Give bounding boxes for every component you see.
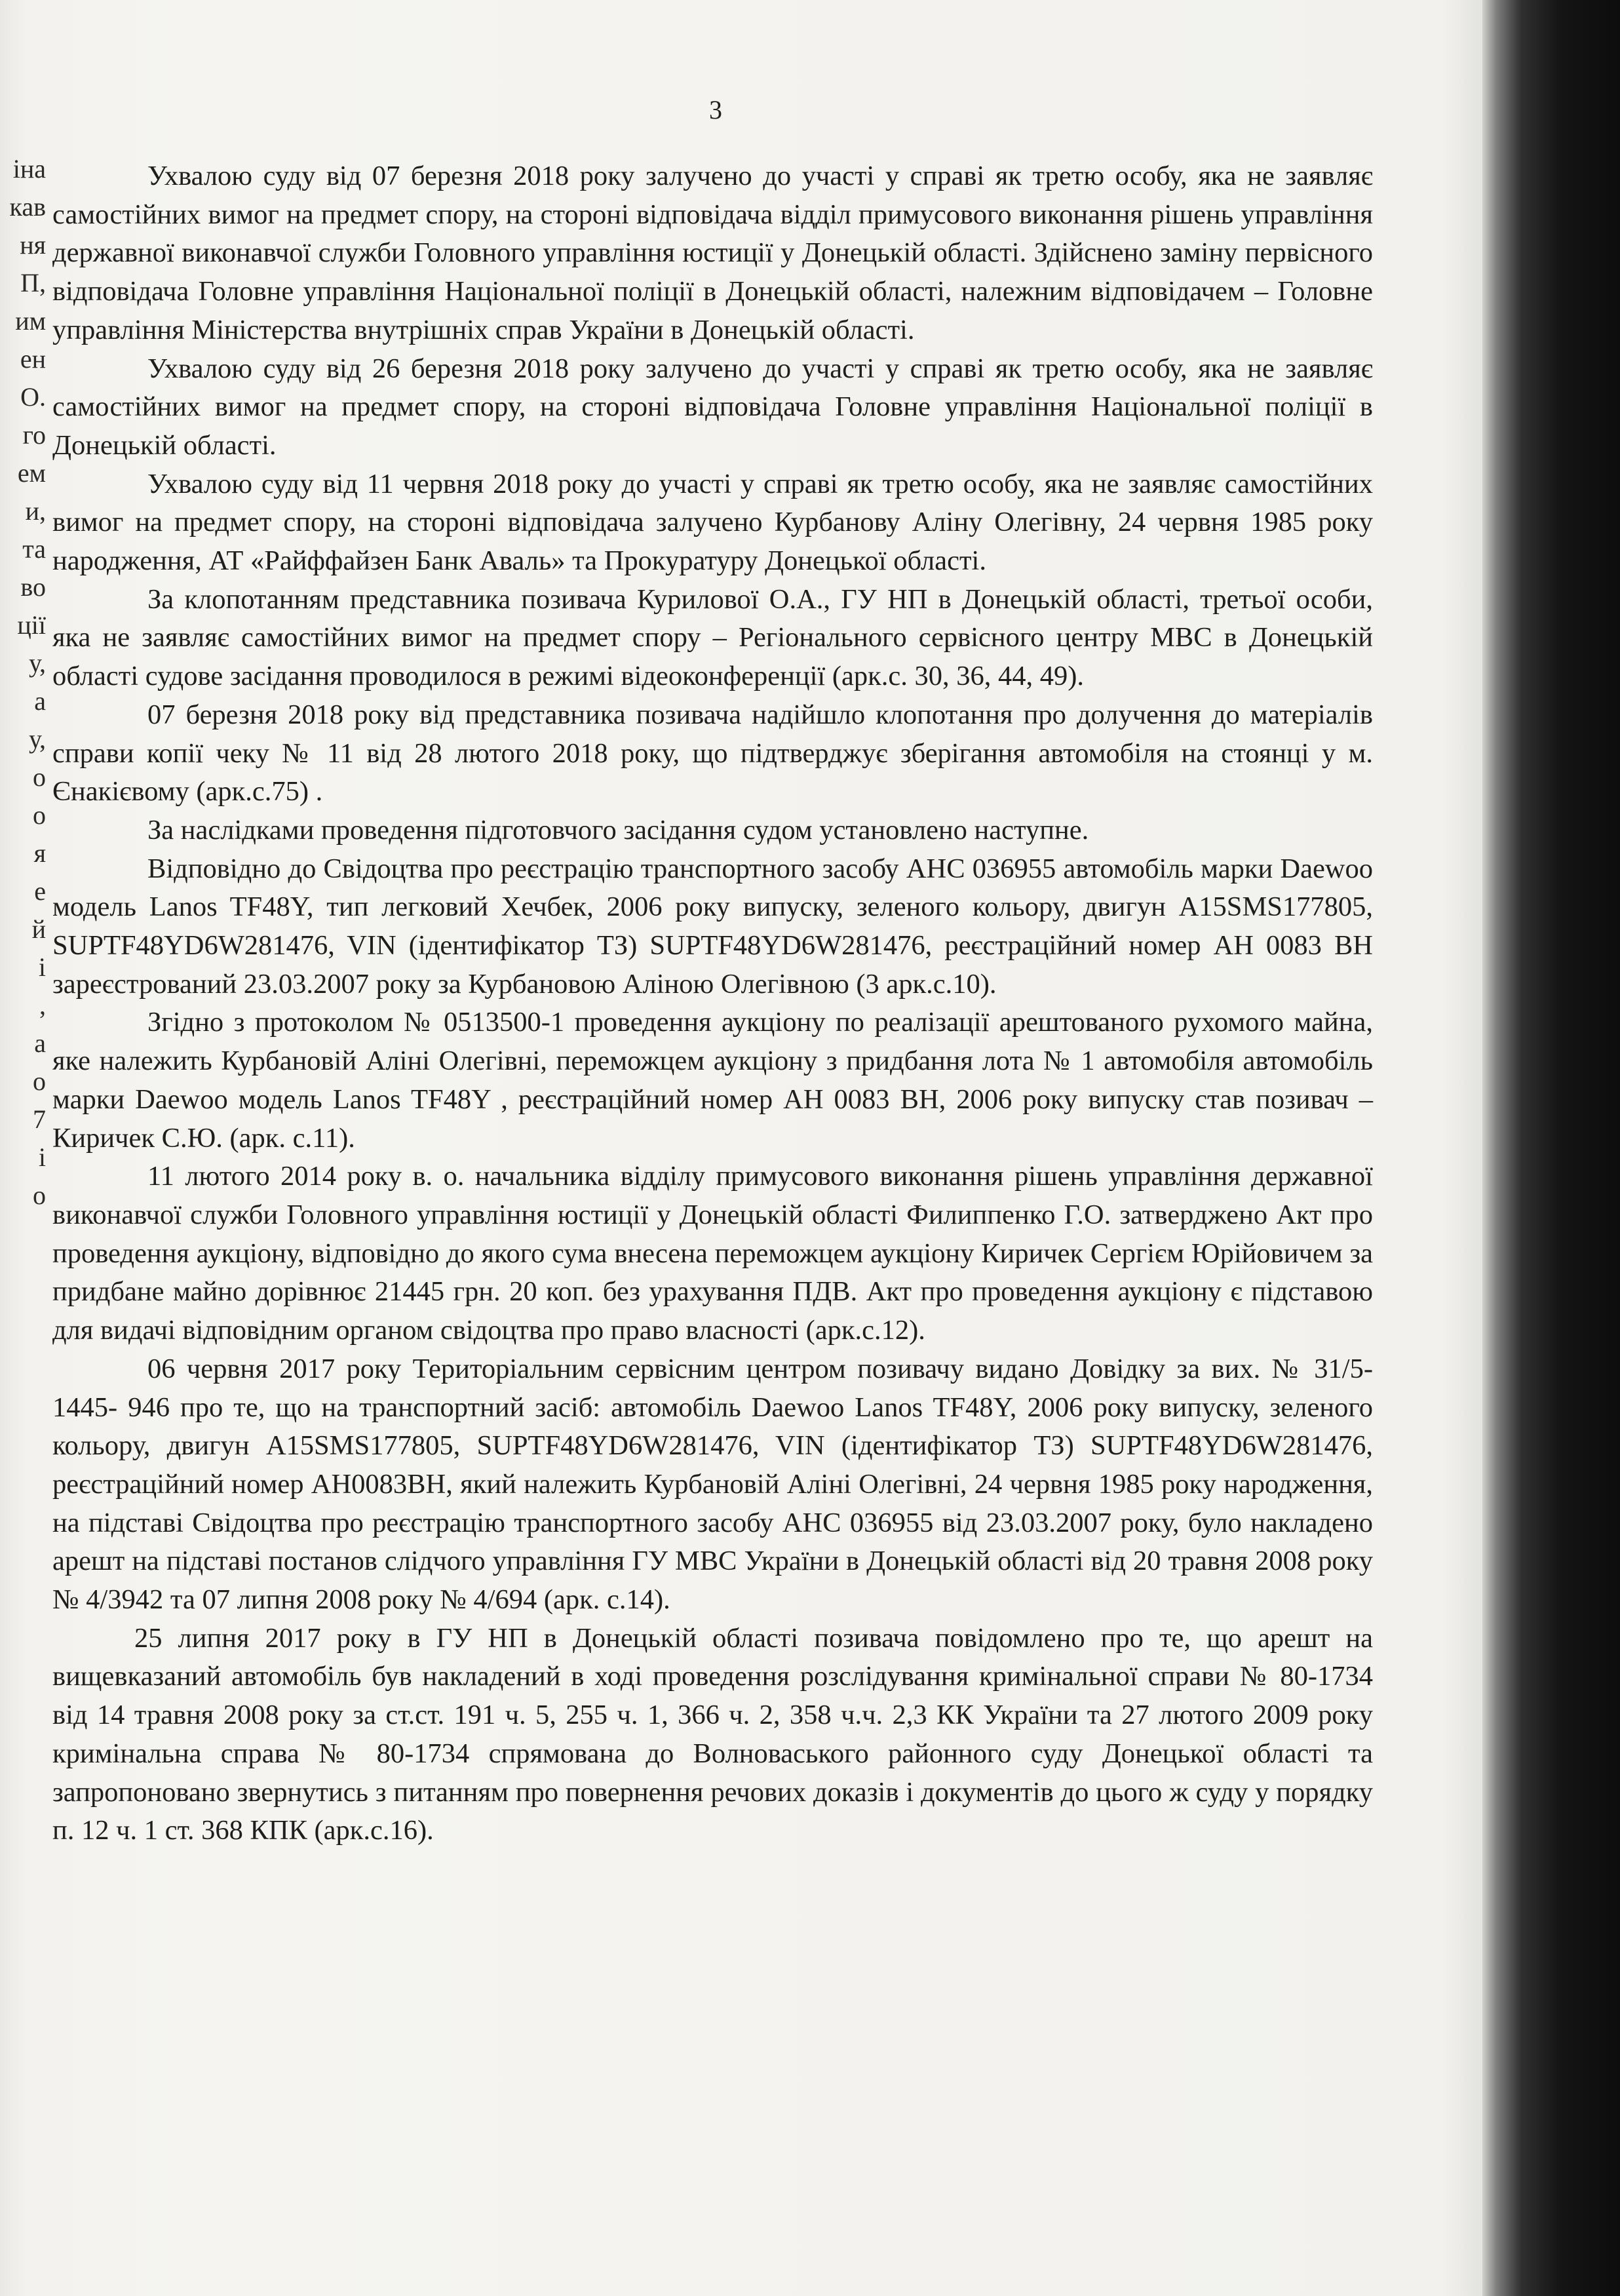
margin-fragment: О. bbox=[20, 382, 46, 412]
paragraph: 11 лютого 2014 року в. о. начальника відділу примусового виконання рішень управління державної виконавчої служби Головного управління юстиції у Донецькій області Филиппенко Г.О. затверджено Акт про проведення аукціону, відповідно до якого сума внесена переможцем аукціону Киричек Сергієм Юрійовичем за придбане майно дорівнює 21445 грн. 20 коп. без урахування ПДВ. Акт про проведення аукціону є підставою для видачі відповідним органом свідоцтва про право власності (арк.с.12). bbox=[52, 1161, 1373, 1346]
margin-fragment: я bbox=[33, 838, 46, 868]
margin-fragment: и, bbox=[25, 496, 46, 526]
margin-fragment: им bbox=[15, 306, 46, 336]
margin-fragment: кав bbox=[9, 192, 46, 222]
paragraph: Ухвалою суду від 07 березня 2018 року залучено до участі у справі як третю особу, яка не заявляє самостійних вимог на предмет спору, на стороні відповідача відділ примусового виконання рішень управління державної виконавчої служби Головного управління юстиції у Донецькій області. Здійснено заміну первісного відповідача Головне управління Національної поліції в Донецькій області, належним відповідачем – Головне управління Міністерства внутрішніх справ України в Донецькій області. bbox=[52, 161, 1373, 345]
paragraph: Ухвалою суду від 26 березня 2018 року залучено до участі у справі як третю особу, яка не заявляє самостійних вимог на предмет спору, на стороні відповідача Головне управління Національної поліції в Донецькій області. bbox=[52, 353, 1373, 461]
document-body bbox=[52, 157, 1373, 1850]
margin-fragment: 7 bbox=[33, 1104, 46, 1134]
margin-fragment: а bbox=[34, 686, 46, 716]
margin-fragment: у, bbox=[29, 648, 46, 678]
margin-fragment: о bbox=[33, 1066, 46, 1096]
page-number: 3 bbox=[709, 95, 722, 125]
paragraph: 07 березня 2018 року від представника позивача надійшло клопотання про долучення до матеріалів справи копії чеку № 11 від 28 лютого 2018 року, що підтверджує зберігання автомобіля на стоянці у м. Єнакієвому (арк.с.75) . bbox=[52, 699, 1373, 807]
paragraph: 06 червня 2017 року Територіальним сервісним центром позивачу видано Довідку за вих. № 31/5-1445- 946 про те, що на транспортний засіб: автомобіль Daewoo Lanos TF48Y, 2006 року випуску, зеленого кольору, двигун A15SMS177805, SUPTF48YD6W281476, VIN (ідентифікатор ТЗ) SUPTF48YD6W281476, реєстраційний номер АН0083ВН, який належить Курбановій Аліні Олегівні, 24 червня 1985 року народження, на підставі Свідоцтва про реєстрацію транспортного засобу АНС 036955 від 23.03.2007 року, було накладено арешт на підставі постанов слідчого управління ГУ МВС України в Донецькій області від 20 травня 2008 року № 4/3942 та 07 липня 2008 року № 4/694 (арк. с.14). bbox=[52, 1353, 1373, 1616]
margin-fragment: во bbox=[20, 572, 46, 602]
scanner-dark-edge bbox=[1482, 0, 1620, 2296]
margin-fragment: та bbox=[22, 534, 46, 564]
margin-fragment: о bbox=[33, 1180, 46, 1210]
margin-fragment: ня bbox=[20, 230, 46, 260]
margin-fragment: о bbox=[33, 762, 46, 792]
margin-fragment: ен bbox=[20, 344, 46, 374]
margin-fragment: П, bbox=[20, 268, 46, 298]
margin-fragment: е bbox=[34, 876, 46, 906]
margin-fragment: і bbox=[38, 952, 46, 982]
margin-fragment: о bbox=[33, 800, 46, 830]
margin-fragment: а bbox=[34, 1028, 46, 1058]
paragraph: Згідно з протоколом № 0513500-1 проведення аукціону по реалізації арештованого рухомого майна, яке належить Курбановій Аліні Олегівні, переможцем аукціону з придбання лота № 1 автомобіля автомобіль марки Daewoo модель Lanos TF48Y , реєстраційний номер АН 0083 ВН, 2006 року випуску став позивач – Киричек С.Ю. (арк. с.11). bbox=[52, 1007, 1373, 1154]
paragraph: Ухвалою суду від 11 червня 2018 року до участі у справі як третю особу, яка не заявляє самостійних вимог на предмет спору, на стороні відповідача залучено Курбанову Аліну Олегівну, 24 червня 1985 року народження, АТ «Райффайзен Банк Аваль» та Прокуратуру Донецької області. bbox=[52, 468, 1373, 577]
margin-fragment: і bbox=[38, 1142, 46, 1172]
margin-fragment: у, bbox=[29, 724, 46, 754]
margin-fragment: ції bbox=[17, 610, 46, 640]
margin-fragment: ем bbox=[17, 458, 46, 488]
paragraph: Відповідно до Свідоцтва про реєстрацію транспортного засобу АНС 036955 автомобіль марки Daewoo модель Lanos TF48Y, тип легковий Хечбек, 2006 року випуску, зеленого кольору, двигун A15SMS177805, SUPTF48YD6W281476, VIN (ідентифікатор ТЗ) SUPTF48YD6W281476, реєстраційний номер АН 0083 ВН зареєстрований 23.03.2007 року за Курбановою Аліною Олегівною (3 арк.с.10). bbox=[52, 853, 1373, 1000]
margin-fragment: й bbox=[31, 914, 46, 944]
paragraph: За наслідками проведення підготовчого засідання судом установлено наступне. bbox=[147, 814, 1089, 846]
margin-fragment: , bbox=[39, 990, 46, 1020]
margin-fragment: іна bbox=[12, 156, 46, 184]
margin-fragment: го bbox=[22, 420, 46, 450]
paragraph: 25 липня 2017 року в ГУ НП в Донецькій області позивача повідомлено про те, що арешт на вищевказаний автомобіль був накладений в ході проведення розслідування кримінальної справи № 80-1734 від 14 травня 2008 року за ст.ст. 191 ч. 5, 255 ч. 1, 366 ч. 2, 358 ч.ч. 2,3 КК України та 27 лютого 2009 року кримінальна справа № 80-1734 спрямована до Волноваського районного суду Донецької області та запропоновано звернутись з питанням про повернення речових доказів і документів до цього ж суду у порядку п. 12 ч. 1 ст. 368 КПК (арк.с.16). bbox=[52, 1622, 1373, 1846]
left-margin-cut-text bbox=[0, 156, 46, 1270]
paragraph: За клопотанням представника позивача Курилової О.А., ГУ НП в Донецькій області, третьої особи, яка не заявляє самостійних вимог на предмет спору – Регіонального сервісного центру МВС в Донецькій області судове засідання проводилося в режимі відеоконференції (арк.с. 30, 36, 44, 49). bbox=[52, 583, 1373, 692]
